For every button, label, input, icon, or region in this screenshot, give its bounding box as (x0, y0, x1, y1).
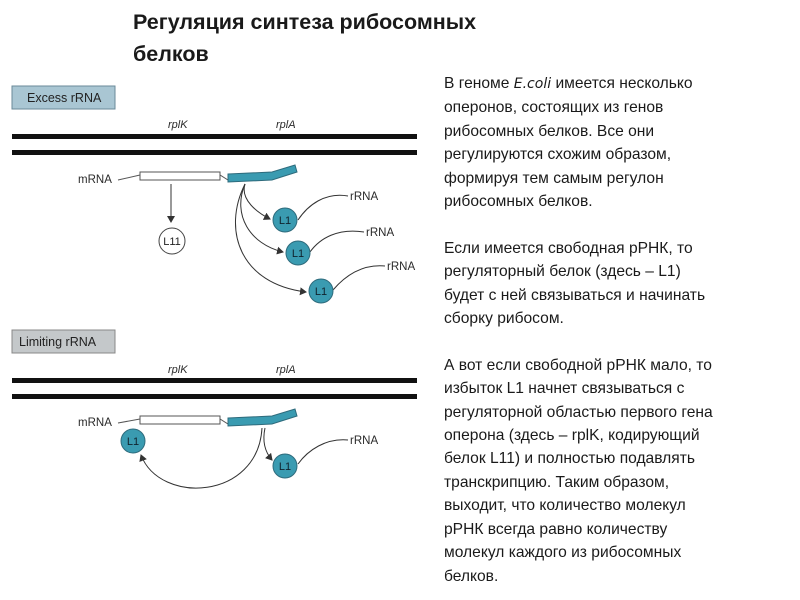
p2-line-2: регуляторный белок (здесь – L1) (444, 263, 681, 281)
feedback-arrow (141, 428, 262, 488)
dna-strand-top (12, 134, 417, 139)
rrna-label-3: rRNA (387, 261, 416, 273)
p1-line-6: рибосомных белков. (444, 193, 593, 211)
l1-to-rrna-arrow (264, 428, 272, 460)
panel-limiting-rrna (12, 330, 417, 488)
gene-label-rpla: rplA (276, 119, 296, 131)
species-name: E.coli (513, 76, 552, 92)
rrna-strand-limiting (298, 440, 348, 464)
rrna-label-1: rRNA (350, 191, 379, 203)
paragraph-limited-rrna (444, 354, 794, 588)
p3-line-5: белок L11) и полностью подавлять (444, 450, 695, 468)
p3-line-8: рРНК всегда равно количеству (444, 520, 668, 538)
rrna-strand-1 (298, 195, 348, 220)
rplk-coding-region-2 (140, 416, 220, 424)
p2-line-4: сборку рибосом. (444, 310, 564, 328)
l1-bound-label-3: L1 (314, 286, 328, 298)
paragraph-free-rrna (444, 237, 794, 331)
p1-line-1 (444, 72, 794, 96)
p1-line-1-pre: В геноме (444, 75, 514, 92)
rpla-coding-region-2 (228, 409, 297, 426)
gene-label-rpla-2: rplA (276, 364, 296, 376)
title-line-2: белков (133, 42, 209, 66)
l1-bound-label-1: L1 (278, 215, 292, 227)
p3-line-9: молекул каждого из рибосомных (444, 544, 682, 562)
p3-line-1: А вот если свободной рРНК мало, то (444, 356, 712, 374)
p3-line-6: транскрипцию. Таким образом, (444, 473, 670, 491)
p2-line-1: Если имеется свободная рРНК, то (444, 239, 693, 257)
p3-line-3: регуляторной областью первого гена (444, 403, 713, 421)
excess-rrna-label: Excess rRNA (27, 91, 102, 105)
dna-strand-top-2 (12, 378, 417, 383)
p1-line-4: регулируются схожим образом, (444, 146, 672, 164)
dna-strand-bottom (12, 150, 417, 155)
l1-arrow-1 (244, 184, 270, 219)
p3-line-2: избыток L1 начнет связываться с (444, 380, 685, 398)
rrna-label-2: rRNA (366, 227, 395, 239)
rplk-coding-region (140, 172, 220, 180)
explanation-text (444, 72, 794, 588)
gene-label-rplk-2: rplK (168, 364, 188, 376)
rrna-label-limiting: rRNA (350, 435, 379, 447)
p1-line-5: формируя тем самым регулон (444, 169, 664, 187)
rrna-strand-3 (333, 266, 385, 290)
paragraph-operons (444, 72, 794, 213)
rrna-strand-2 (310, 231, 364, 252)
p3-line-10: белков. (444, 567, 499, 585)
rpla-coding-region (228, 165, 297, 182)
p2-line-3: будет с ней связываться и начинать (444, 286, 706, 304)
mrna-label-2: mRNA (78, 417, 112, 429)
dna-strand-bottom-2 (12, 394, 417, 399)
gene-label-rplk: rplK (168, 119, 188, 131)
l1-bound-rrna-limiting-label: L1 (278, 461, 292, 473)
panel-excess-rrna (12, 86, 417, 303)
l1-bound-label-2: L1 (291, 248, 305, 260)
l1-arrow-3 (235, 184, 306, 292)
p1-line-2: оперонов, состоящих из генов (444, 99, 664, 117)
l11-protein-label: L11 (163, 236, 181, 248)
title-line-1: Регуляция синтеза рибосомных (133, 10, 477, 34)
p1-line-1-post: имеется несколько (551, 75, 693, 92)
mrna-label: mRNA (78, 174, 112, 186)
l1-bound-mrna-label: L1 (126, 436, 140, 448)
p3-line-4: оперона (здесь – rplK, кодирующий (444, 427, 700, 445)
p3-line-7: выходит, что количество молекул (444, 497, 686, 515)
p1-line-3: рибосомных белков. Все они (444, 122, 655, 140)
limiting-rrna-label: Limiting rRNA (19, 335, 97, 349)
